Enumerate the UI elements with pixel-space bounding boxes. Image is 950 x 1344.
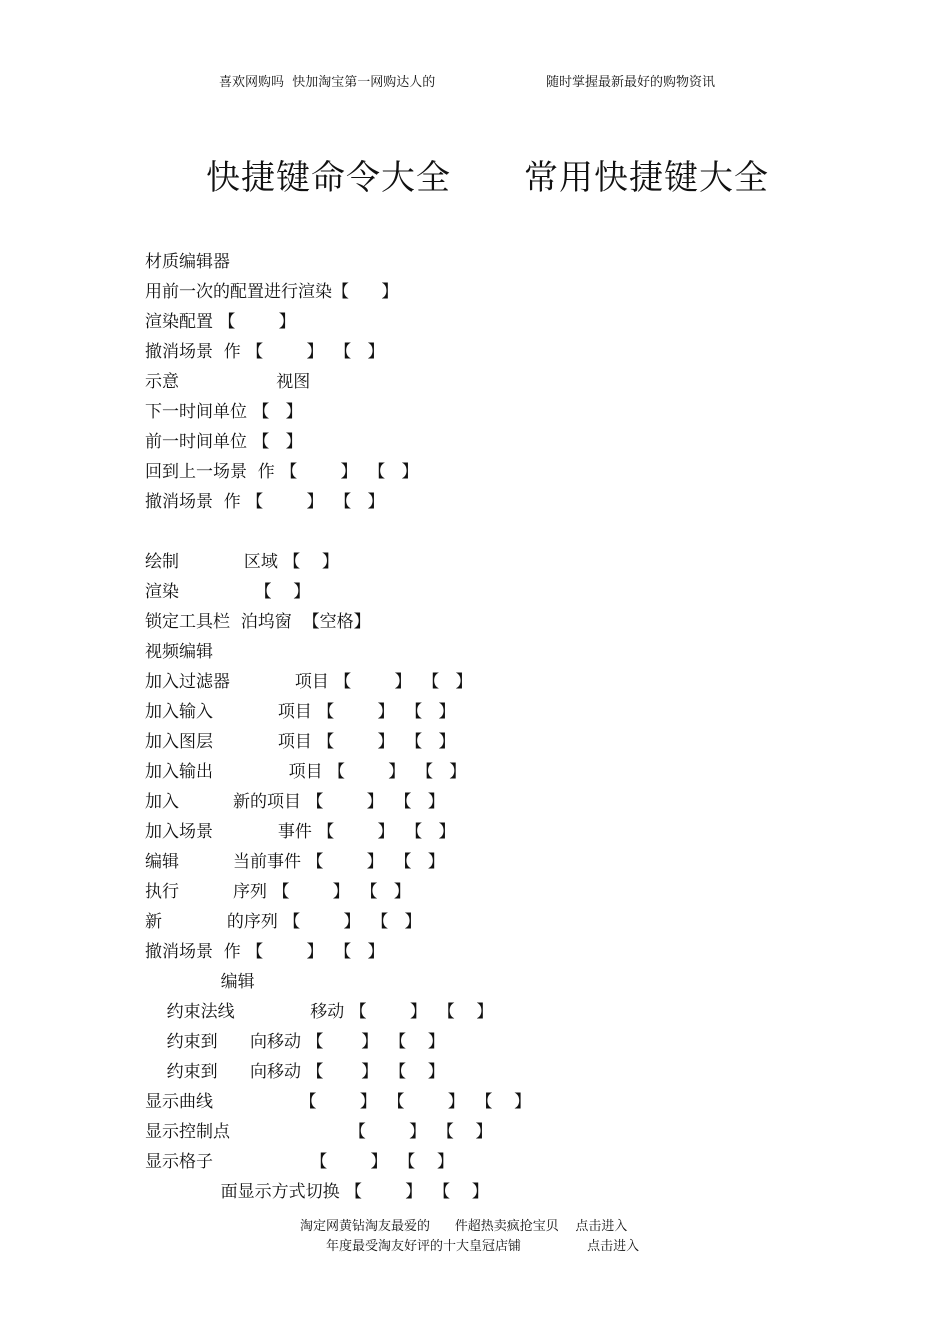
shortcut-line: 锁定工具栏 泊坞窗 【空格】	[145, 612, 371, 632]
shortcut-line: 撤消场景 作 【 】 【 】	[145, 942, 385, 962]
header-left-text: 喜欢网购吗 快加淘宝第一网购达人的	[219, 75, 436, 90]
shortcut-line: 渲染 【 】	[145, 582, 311, 602]
shortcut-line: 加入过滤器 项目 【 】 【 】	[145, 672, 473, 692]
shortcut-line: 用前一次的配置进行渲染【 】	[145, 282, 399, 302]
shortcut-line: 执行 序列 【 】 【 】	[145, 882, 411, 902]
shortcut-line: 撤消场景 作 【 】 【 】	[145, 342, 385, 362]
shortcut-line: 显示控制点 【 】 【 】	[145, 1122, 493, 1142]
shortcut-line: 加入输入 项目 【 】 【 】	[145, 702, 456, 722]
footer-link-line-1[interactable]: 淘定网黄钻淘友最爱的 件超热卖疯抢宝贝 点击进入	[300, 1219, 628, 1234]
title-left: 快捷键命令大全	[206, 158, 451, 198]
shortcut-line: 视频编辑	[145, 642, 213, 662]
shortcut-line: 回到上一场景 作 【 】 【 】	[145, 462, 419, 482]
shortcut-line: 加入输出 项目 【 】 【 】	[145, 762, 467, 782]
title-right: 常用快捷键大全	[524, 158, 769, 198]
header-right-text: 随时掌握最新最好的购物资讯	[546, 75, 716, 90]
shortcut-line: 编辑	[145, 972, 255, 992]
shortcut-line: 渲染配置 【 】	[145, 312, 296, 332]
shortcut-line: 约束到 向移动 【 】 【 】	[145, 1062, 445, 1082]
shortcut-line: 示意 视图	[145, 372, 311, 392]
shortcut-line: 加入 新的项目 【 】 【 】	[145, 792, 445, 812]
shortcut-line: 加入图层 项目 【 】 【 】	[145, 732, 456, 752]
shortcut-line: 下一时间单位 【 】	[145, 402, 303, 422]
footer-link-line-2[interactable]: 年度最受淘友好评的十大皇冠店铺 点击进入	[326, 1239, 640, 1254]
shortcut-line: 面显示方式切换 【 】 【 】	[145, 1182, 489, 1202]
shortcut-line: 撤消场景 作 【 】 【 】	[145, 492, 385, 512]
shortcut-line: 显示曲线 【 】 【 】 【 】	[145, 1092, 532, 1112]
shortcut-line: 新 的序列 【 】 【 】	[145, 912, 422, 932]
shortcut-line: 前一时间单位 【 】	[145, 432, 303, 452]
shortcut-line: 显示格子 【 】 【 】	[145, 1152, 454, 1172]
shortcut-line: 编辑 当前事件 【 】 【 】	[145, 852, 445, 872]
shortcut-line: 约束法线 移动 【 】 【 】	[145, 1002, 494, 1022]
shortcut-line: 约束到 向移动 【 】 【 】	[145, 1032, 445, 1052]
shortcut-line: 材质编辑器	[145, 252, 230, 272]
shortcut-line: 加入场景 事件 【 】 【 】	[145, 822, 456, 842]
shortcut-line: 绘制 区域 【 】	[145, 552, 339, 572]
